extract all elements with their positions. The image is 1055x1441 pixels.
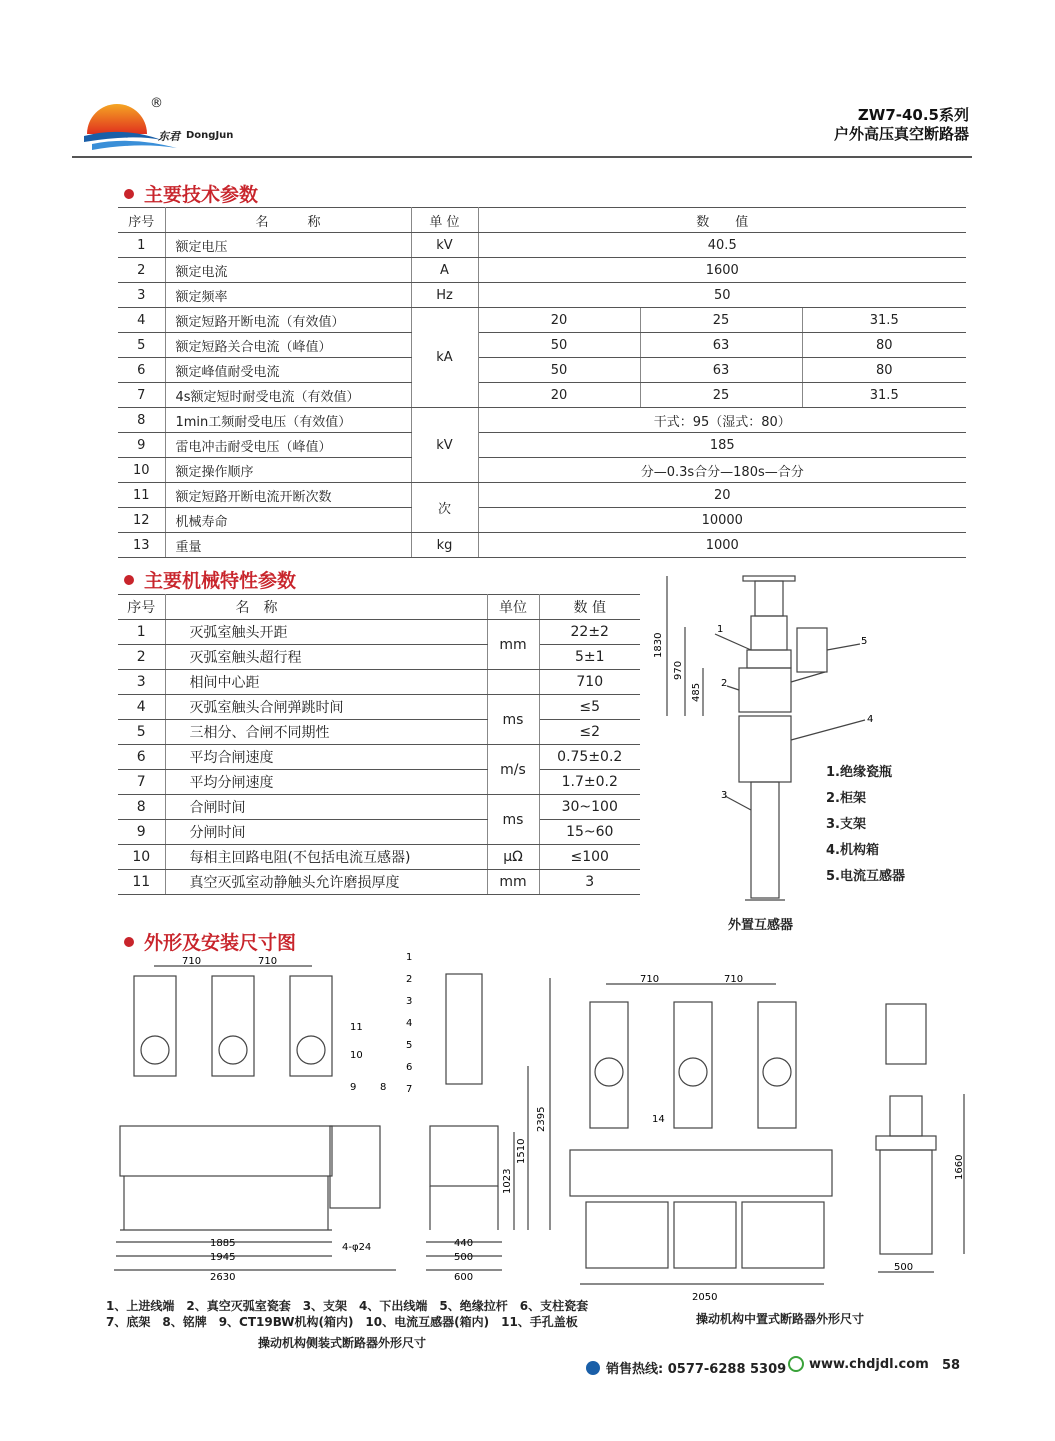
table-row: 12 机械寿命 10000 [118, 508, 966, 533]
callout-1: 1 [717, 624, 724, 635]
table-row: 8 1min工频耐受电压（有效值） kV 干式：95（湿式：80） [118, 408, 966, 433]
dim-500: 500 [454, 1252, 474, 1263]
drawing-side-mounted [106, 952, 406, 1287]
callout-5: 5 [406, 1040, 413, 1051]
section2-title: 主要机械特性参数 [124, 566, 296, 593]
company-logo [82, 96, 252, 156]
table-row: 5 三相分、合闸不同期性 ≤2 [118, 720, 640, 745]
callout-3: 3 [721, 790, 728, 801]
table-row: 10 每相主回路电阻(不包括电流互感器) μΩ ≤100 [118, 845, 640, 870]
brand-cn: 东君 [158, 130, 180, 143]
callout-8: 8 [380, 1082, 387, 1093]
table-row: 8 合闸时间 ms 30~100 [118, 795, 640, 820]
callout-9: 9 [350, 1082, 357, 1093]
dim-970: 970 [673, 660, 684, 680]
callout-1: 1 [406, 952, 413, 963]
callout-6: 6 [406, 1062, 413, 1073]
callout-2: 2 [406, 974, 413, 985]
callout-5: 5 [861, 636, 868, 647]
product-name: 户外高压真空断路器 [833, 125, 969, 143]
table-row: 4 额定短路开断电流（有效值） kA 20 25 31.5 [118, 308, 966, 333]
dim-710-a: 710 [640, 974, 660, 985]
brand-en: DongJun [186, 130, 234, 141]
table-row: 7 4s额定短时耐受电流（有效值） 20 25 31.5 [118, 383, 966, 408]
dim-485: 485 [691, 682, 702, 702]
registered-mark: ® [150, 96, 163, 111]
dim-2630: 2630 [210, 1272, 236, 1283]
table-row: 3 相间中心距 710 [118, 670, 640, 695]
table-row: 11 真空灭弧室动静触头允许磨损厚度 mm 3 [118, 870, 640, 895]
side-legend: 1.绝缘瓷瓶 2.柜架 3.支架 4.机构箱 5.电流互感器 [826, 765, 905, 884]
drawing-side-view [402, 952, 562, 1287]
callout-4: 4 [867, 714, 874, 725]
mech-params-table [118, 594, 640, 895]
dim-710-a: 710 [182, 956, 202, 967]
table-row: 2 灭弧室触头超行程 5±1 [118, 645, 640, 670]
callout-10: 10 [350, 1050, 363, 1061]
table-row: 9 雷电冲击耐受电压（峰值） 185 [118, 433, 966, 458]
table-row: 13 重量 kg 1000 [118, 533, 966, 558]
globe-icon [788, 1356, 804, 1372]
dim-1830: 1830 [653, 632, 664, 658]
dim-2395: 2395 [536, 1106, 547, 1132]
footer-hotline: 销售热线: 0577-6288 5309 [586, 1358, 786, 1377]
callout-2: 2 [721, 678, 728, 689]
dim-440: 440 [454, 1238, 474, 1249]
dim-1660: 1660 [954, 1154, 965, 1180]
table-header-row: 序号 名 称 单 位 数 值 [118, 208, 966, 233]
callout-4: 4 [406, 1018, 413, 1029]
header-divider [72, 156, 972, 158]
table-row: 9 分闸时间 15~60 [118, 820, 640, 845]
drawing-centre-mounted [566, 966, 856, 1306]
table-row: 1 灭弧室触头开距 mm 22±2 [118, 620, 640, 645]
caption-side-mounted: 操动机构侧装式断路器外形尺寸 [258, 1336, 427, 1350]
table-row: 11 额定短路开断电流开断次数 次 20 [118, 483, 966, 508]
table-row: 10 额定操作顺序 分—0.3s合分—180s—合分 [118, 458, 966, 483]
callout-11: 11 [350, 1022, 363, 1033]
dim-1945: 1945 [210, 1252, 236, 1263]
section1-title: 主要技术参数 [124, 180, 258, 207]
dim-710-b: 710 [724, 974, 744, 985]
dim-500: 500 [894, 1262, 914, 1273]
phone-icon [586, 1361, 600, 1375]
series-name: ZW7-40.5系列 [857, 106, 969, 124]
dim-2050: 2050 [692, 1292, 718, 1303]
dim-710-b: 710 [258, 956, 278, 967]
section3-title: 外形及安装尺寸图 [124, 928, 296, 955]
caption-centre-mounted: 操动机构中置式断路器外形尺寸 [696, 1312, 865, 1326]
table-row: 3 额定频率 Hz 50 [118, 283, 966, 308]
bullet-icon [124, 575, 134, 585]
dim-600: 600 [454, 1272, 474, 1283]
side-caption: 外置互感器 [728, 918, 794, 933]
bullet-icon [124, 937, 134, 947]
tech-params-table [118, 207, 966, 558]
callout-14: 14 [652, 1114, 665, 1125]
table-row: 1 额定电压 kV 40.5 [118, 233, 966, 258]
drawing-end-view [866, 996, 986, 1286]
callout-3: 3 [406, 996, 413, 1007]
table-row: 2 额定电流 A 1600 [118, 258, 966, 283]
dim-1885: 1885 [210, 1238, 236, 1249]
bullet-icon [124, 189, 134, 199]
callout-7: 7 [406, 1084, 413, 1095]
table-row: 4 灭弧室触头合闸弹跳时间 ms ≤5 [118, 695, 640, 720]
table-row: 6 平均合闸速度 m/s 0.75±0.2 [118, 745, 640, 770]
table-row: 6 额定峰值耐受电流 50 63 80 [118, 358, 966, 383]
page-number: 58 [942, 1358, 961, 1373]
footer-website: www.chdjdl.com [788, 1356, 929, 1372]
dim-1023: 1023 [502, 1168, 513, 1194]
table-header-row: 序号 名 称 单位 数 值 [118, 595, 640, 620]
parts-legend: 1、上进线端 2、真空灭弧室瓷套 3、支架 4、下出线端 5、绝缘拉杆 6、支柱瓷套 7、底架 8、铭牌 9、CT19BW机构(箱内) 10、电流互感器(箱内) 11、手孔盖板 [106, 1299, 589, 1329]
dim-4-phi24: 4-φ24 [342, 1242, 372, 1253]
table-row: 5 额定短路关合电流（峰值） 50 63 80 [118, 333, 966, 358]
header-title [834, 106, 969, 144]
table-row: 7 平均分闸速度 1.7±0.2 [118, 770, 640, 795]
dim-1510: 1510 [516, 1138, 527, 1164]
